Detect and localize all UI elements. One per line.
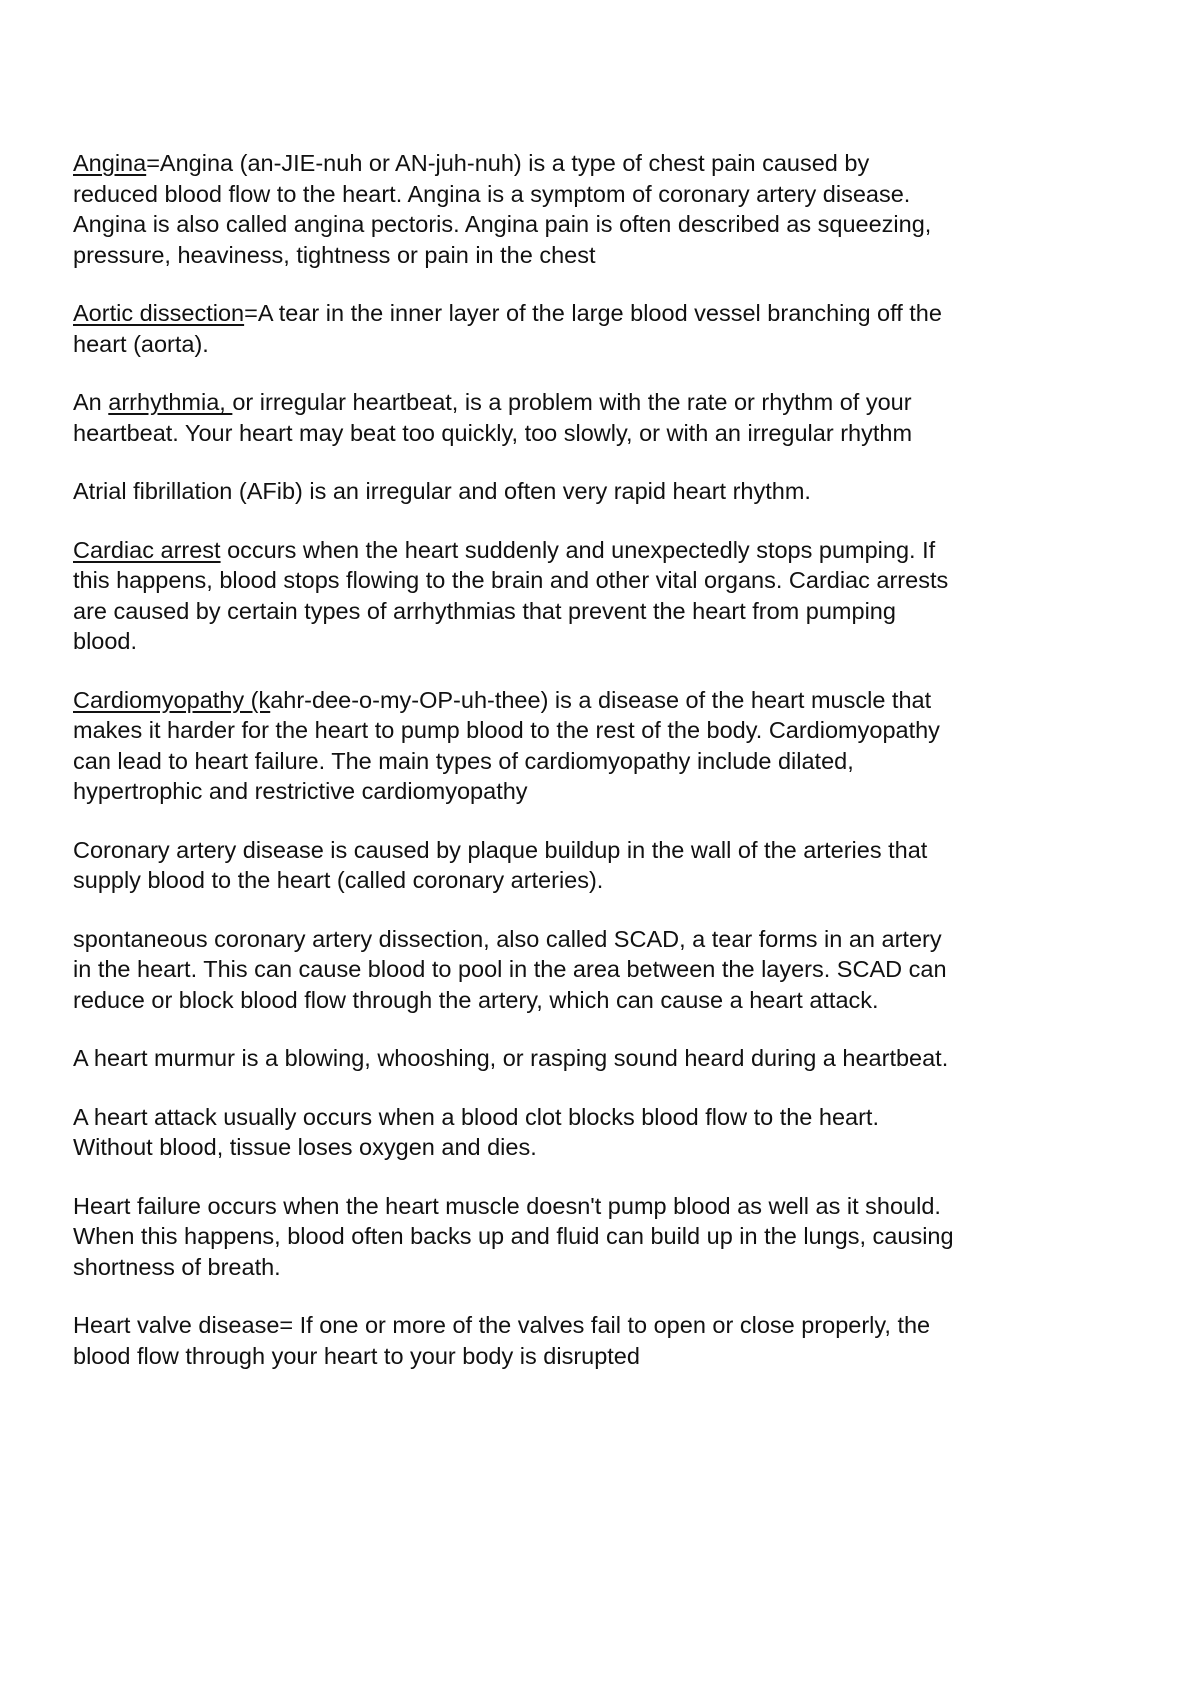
document-page xyxy=(73,148,1083,1399)
paragraph-arrhythmia xyxy=(73,387,1083,448)
term-aortic-dissection: Aortic dissection xyxy=(73,300,245,326)
definition-heart-valve-disease: Heart valve disease= If one or more of the valves fail to open or close properly, the blood flow through your heart to your body is disrupted xyxy=(73,1312,931,1369)
paragraph-scad xyxy=(73,924,1083,1016)
paragraph-heart-valve-disease xyxy=(73,1310,1083,1371)
definition-angina: =Angina (an-JIE-nuh or AN-juh-nuh) is a type of chest pain caused by reduced blood flow to the heart. Angina is a symptom of coronary artery disease. Angina is also called angina pectoris. Angina pain is often described as squeezing, pressure, heaviness, tightness or pain in the chest xyxy=(73,150,932,268)
paragraph-heart-attack xyxy=(73,1102,1083,1163)
definition-cardiac-arrest: occurs when the heart suddenly and unexpectedly stops pumping. If this happens, blood stops flowing to the brain and other vital organs. Cardiac arrests are caused by certain types of arrhythmias that prevent the heart from pumping blood. xyxy=(73,536,949,654)
paragraph-angina xyxy=(73,148,1083,270)
definition-coronary-artery-disease: Coronary artery disease is caused by plaque buildup in the wall of the arteries that supply blood to the heart (called coronary arteries). xyxy=(73,836,928,893)
paragraph-heart-failure xyxy=(73,1191,1083,1283)
paragraph-coronary-artery-disease xyxy=(73,835,1083,896)
definition-afib: Atrial fibrillation (AFib) is an irregular and often very rapid heart rhythm. xyxy=(73,478,811,504)
definition-heart-failure: Heart failure occurs when the heart muscle doesn't pump blood as well as it should. When this happens, blood often backs up and fluid can build up in the lungs, causing shortness of breath. xyxy=(73,1192,954,1280)
prefix-arrhythmia: An xyxy=(73,389,109,415)
paragraph-cardiomyopathy xyxy=(73,685,1083,807)
definition-aortic-dissection: =A tear in the inner layer of the large blood vessel branching off the heart (aorta). xyxy=(73,300,942,357)
term-cardiomyopathy: Cardiomyopathy (k xyxy=(73,686,271,713)
definition-arrhythmia: or irregular heartbeat, is a problem with the rate or rhythm of your heartbeat. Your heart may beat too quickly, too slowly, or with an irregular rhythm xyxy=(73,389,913,446)
definition-cardiomyopathy: ahr-dee-o-my-OP-uh-thee) is a disease of the heart muscle that makes it harder for the heart to pump blood to the rest of the body. Cardiomyopathy can lead to heart failure. The main types of cardiomyopathy include dilated, hypertrophic and restrictive cardiomyopathy xyxy=(73,686,940,804)
paragraph-cardiac-arrest xyxy=(73,535,1083,657)
paragraph-heart-murmur xyxy=(73,1043,1083,1074)
definition-scad: spontaneous coronary artery dissection, also called SCAD, a tear forms in an artery in the heart. This can cause blood to pool in the area between the layers. SCAD can reduce or block blood flow through the artery, which can cause a heart attack. xyxy=(73,925,947,1013)
term-angina: Angina xyxy=(73,150,147,176)
definition-heart-murmur: A heart murmur is a blowing, whooshing, or rasping sound heard during a heartbeat. xyxy=(73,1045,949,1071)
term-arrhythmia: arrhythmia, xyxy=(108,389,233,415)
term-cardiac-arrest: Cardiac arrest xyxy=(73,536,221,563)
definition-heart-attack: A heart attack usually occurs when a blood clot blocks blood flow to the heart. Without blood, tissue loses oxygen and dies. xyxy=(73,1103,879,1160)
paragraph-afib xyxy=(73,476,1083,507)
paragraph-aortic-dissection xyxy=(73,298,1083,359)
